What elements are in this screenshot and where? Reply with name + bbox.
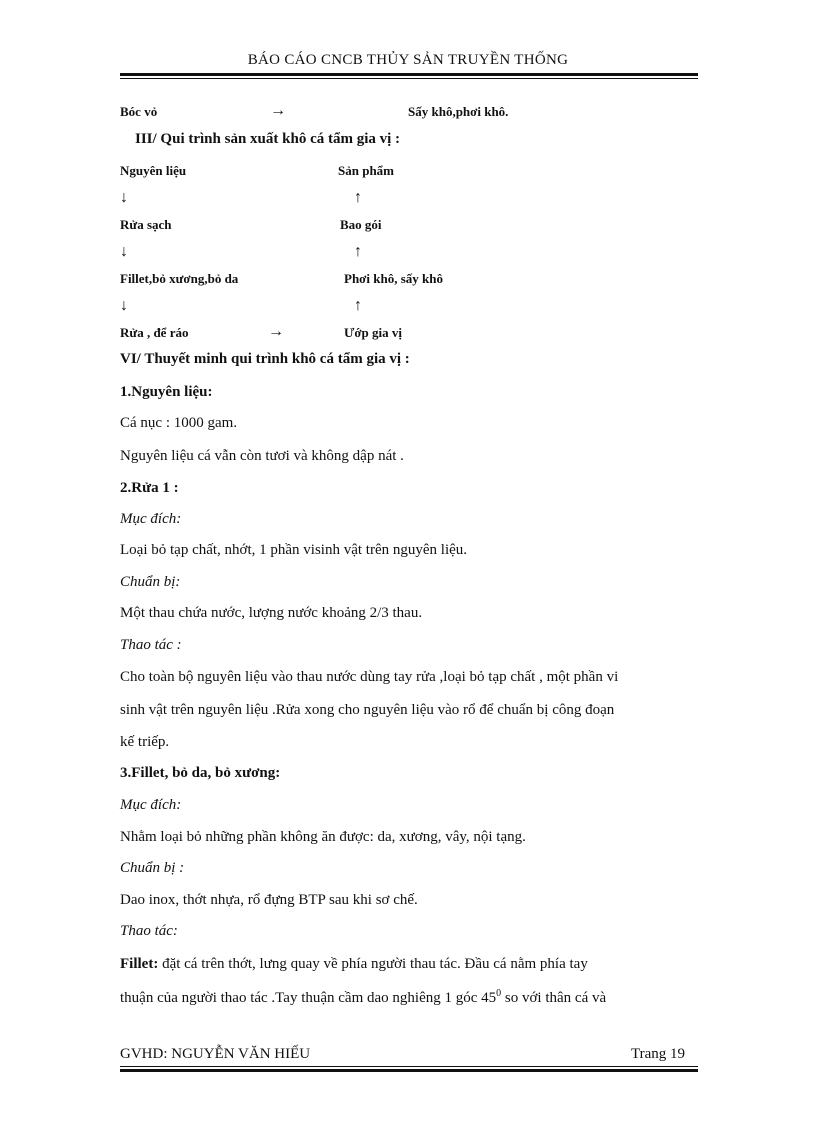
section-heading: VI/ Thuyết minh qui trình khô cá tẩm gia vị : [120,351,410,367]
flow-step-right: Bao gói [340,217,382,232]
flow-step-left: Fillet,bỏ xương,bỏ da [120,271,239,286]
body-text: kế triếp. [120,734,170,750]
body-text: sinh vật trên nguyên liệu .Rửa xong cho nguyên liệu vào rổ để chuẩn bị công đoạn [120,702,615,718]
body-text: Dao inox, thớt nhựa, rổ đựng BTP sau khi sơ chế. [120,892,418,908]
flow-step-right: Phơi khô, sấy khô [344,271,443,286]
flow-step-say-kho: Sấy khô,phơi khô. [408,104,509,119]
down-arrow-icon: ↓ [120,189,128,206]
body-text [120,956,588,973]
label-purpose: Mục đích: [120,797,182,813]
flow-step-left: Rửa , để ráo [120,325,189,340]
body-text-part: thuận của người thao tác .Tay thuận cầm dao nghiêng 1 góc 45 [120,990,497,1006]
flow-step-left: Nguyên liệu [120,163,187,178]
body-text: Một thau chứa nước, lượng nước khoảng 2/3 thau. [120,605,423,621]
subsection-heading: 1.Nguyên liệu: [120,384,213,400]
body-text: Loại bỏ tạp chất, nhớt, 1 phần visinh vật trên nguyên liệu. [120,542,468,558]
body-text: Cá nục : 1000 gam. [120,415,238,431]
flow-step-right: Ướp gia vị [344,325,402,340]
body-text-part: so với thân cá và [501,990,607,1006]
right-arrow-icon: → [270,102,286,119]
label-operation: Thao tác: [120,923,178,939]
footer-rule-thin [120,1066,698,1067]
up-arrow-icon: ↑ [354,297,362,314]
body-text [120,988,606,1007]
down-arrow-icon: ↓ [120,297,128,314]
label-purpose: Mục đích: [120,511,182,527]
degree-superscript: 0 [496,988,502,999]
section-heading: III/ Qui trình sản xuất khô cá tẩm gia vị : [135,131,401,147]
subsection-heading: 3.Fillet, bỏ da, bỏ xương: [120,765,281,781]
flow-step-right: Sản phẩm [338,163,394,178]
body-text: Cho toàn bộ nguyên liệu vào thau nước dùng tay rửa ,loại bỏ tạp chất , một phần vi [120,669,619,685]
header-rule [120,73,698,76]
up-arrow-icon: ↑ [354,189,362,206]
subsection-heading: 2.Rửa 1 : [120,480,179,496]
page-header-title: BÁO CÁO CNCB THỦY SẢN TRUYỀN THỐNG [247,52,569,68]
footer-instructor: GVHD: NGUYỄN VĂN HIẾU [120,1046,311,1062]
down-arrow-icon: ↓ [120,243,128,260]
flow-step-left: Rửa sạch [120,217,172,232]
body-text-rest: đặt cá trên thớt, lưng quay về phía người thau tác. Đầu cá nằm phía tay [158,956,588,972]
body-text: Nguyên liệu cá vẫn còn tươi và không dập nát . [120,448,404,464]
body-text: Nhằm loại bỏ những phần không ăn được: da, xương, vây, nội tạng. [120,829,526,845]
label-operation: Thao tác : [120,637,182,653]
header-rule-thin [120,78,698,79]
footer-page-number: Trang 19 [631,1046,686,1062]
label-preparation: Chuẩn bị: [120,574,181,590]
right-arrow-icon: → [268,323,284,340]
up-arrow-icon: ↑ [354,243,362,260]
label-preparation: Chuẩn bị : [120,860,185,876]
flow-step-boc-vo: Bóc vỏ [120,104,158,119]
footer-rule [120,1069,698,1072]
fillet-label: Fillet: [120,956,159,972]
